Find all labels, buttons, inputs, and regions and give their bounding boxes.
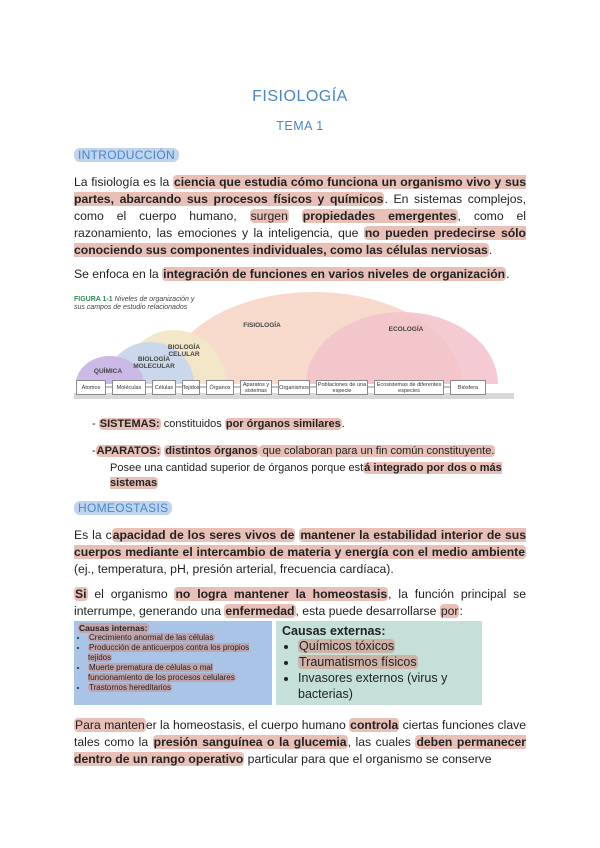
level-moleculas: Moléculas	[112, 380, 146, 395]
level-organismos: Organismos	[278, 380, 310, 395]
bullet-aparatos-detail: Posee una cantidad superior de órganos porque está integrado por dos o más sistemas	[110, 462, 502, 489]
homeostasis-paragraph: Es la capacidad de los seres vivos de mantener la estabilidad interior de sus cuerpos mediante el intercambio de materia y energía con el medio ambiente (ej., temperatura, pH, presión arterial, frecuencia cardíaca).	[74, 528, 527, 576]
list-item: • Invasores externos (virus y bacterias)	[298, 670, 476, 702]
list-item: • Producción de anticuerpos contra los propios tejidos	[88, 643, 268, 663]
level-poblaciones: Poblaciones de una especie	[317, 381, 367, 394]
level-aparatos-sistemas: Aparatos y sistemas	[240, 380, 272, 395]
page-title: FISIOLOGÍA	[252, 88, 348, 105]
bullet-sistemas: - SISTEMAS: constituidos por órganos similares.	[92, 418, 345, 430]
intro-paragraph-2: Se enfoca en la integración de funciones en varios niveles de organización.	[74, 267, 510, 281]
external-causes-list	[282, 638, 476, 702]
bullet-aparatos: -APARATOS: distintos órganos que colaboran para un fin común constituyente.	[92, 445, 495, 457]
list-item: • Crecimiento anormal de las células	[88, 633, 268, 643]
external-causes-title: Causas externas:	[282, 624, 386, 638]
internal-causes-title: Causas internas:	[79, 623, 148, 633]
intro-paragraph: La fisiología es la ciencia que estudia cómo funciona un organismo vivo y sus partes, abarcando sus procesos físicos y químicos. En sistemas complejos, como el cuerpo humano, surgen propiedades emergentes, como el razonamiento, las emociones y la inteligencia, que no pueden predecirse sólo conociendo sus componentes individuales, como las células nerviosas.	[74, 175, 527, 257]
section-heading-homeostasis: HOMEOSTASIS	[74, 501, 172, 515]
homeostasis-control-paragraph: Para mantener la homeostasis, el cuerpo humano controla ciertas funciones clave tales como la presión sanguínea o la glucemia, las cuales deben permanecer dentro de un rango operativo particular para que el organismo se conserve	[74, 718, 526, 766]
page-subtitle: TEMA 1	[276, 119, 324, 133]
label-fisiologia: FISIOLOGÍA	[243, 322, 281, 329]
level-organos: Órganos	[206, 380, 234, 395]
figure-caption: FIGURA 1-1 Niveles de organización y sus campos de estudio relacionados	[74, 296, 195, 311]
list-item: • Muerte prematura de células o mal funcionamiento de los procesos celulares	[88, 663, 268, 683]
level-tejidos: Tejidos	[182, 380, 200, 395]
organization-levels-figure	[74, 292, 514, 400]
list-item: • Trastornos hereditarios	[88, 683, 268, 693]
level-biosfera: Biósfera	[450, 380, 486, 395]
level-ecosistemas: Ecosistemas de diferentes especies	[374, 380, 444, 395]
external-causes-box	[276, 621, 482, 705]
level-atomos: Átomos	[76, 380, 106, 395]
homeostasis-failure-paragraph: Si el organismo no logra mantener la homeostasis, la función principal se interrumpe, generando una enfermedad, esta puede desarrollarse por:	[74, 587, 527, 618]
label-biologia-celular: BIOLOGÍA CELULAR	[167, 344, 201, 358]
internal-causes-list	[78, 633, 268, 693]
internal-causes-box	[74, 621, 272, 705]
list-item: • Traumatismos físicos	[298, 654, 476, 670]
label-biologia-molecular: BIOLOGÍA MOLECULAR	[133, 356, 175, 370]
level-celulas: Células	[152, 380, 176, 395]
label-ecologia: ECOLOGÍA	[388, 326, 424, 333]
label-quimica: QUÍMICA	[93, 368, 123, 375]
list-item: • Químicos tóxicos	[298, 638, 476, 654]
section-heading-introduccion: INTRODUCCIÓN	[74, 148, 179, 162]
